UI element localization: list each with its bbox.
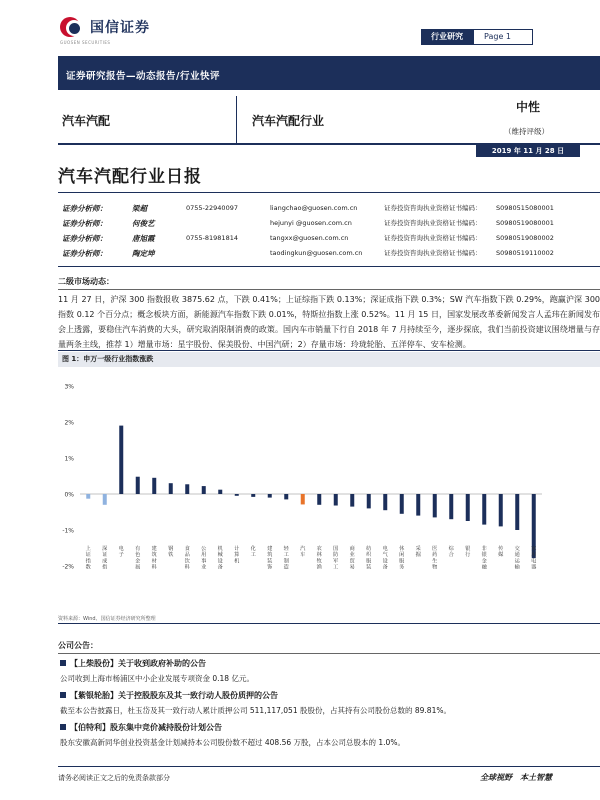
analyst-email[interactable]: hejunyi @guosen.com.cn bbox=[270, 219, 352, 227]
x-tick-label: 汽车 bbox=[300, 546, 306, 559]
x-tick-label: 采掘 bbox=[415, 546, 421, 559]
announcement-item bbox=[58, 720, 600, 750]
x-tick-label: 计算机 bbox=[234, 546, 240, 565]
cert-number: S0980519080001 bbox=[496, 219, 554, 227]
chart-bar bbox=[103, 494, 107, 505]
x-tick-label: 电气设备 bbox=[382, 546, 388, 571]
announcement-head-text: 【紫银轮胎】关于控股股东及其一致行动人股份质押的公告 bbox=[70, 691, 278, 700]
analyst-role: 证券分析师： bbox=[62, 204, 107, 213]
analyst-row bbox=[62, 246, 600, 261]
x-tick-label: 建筑装饰 bbox=[267, 546, 273, 571]
x-tick-label: 商业贸易 bbox=[349, 546, 355, 571]
cert-number: S0980515080001 bbox=[496, 204, 554, 212]
analyst-phone: 0755-81981814 bbox=[186, 234, 238, 242]
analyst-row bbox=[62, 231, 600, 246]
x-tick-label: 食品饮料 bbox=[184, 546, 190, 571]
title-rule bbox=[58, 192, 600, 193]
analyst-name: 梁超 bbox=[132, 204, 147, 213]
x-tick-label: 纺织服装 bbox=[366, 546, 372, 571]
chart-bar bbox=[185, 484, 189, 494]
analyst-name: 陶定坤 bbox=[132, 249, 155, 258]
chart-bar bbox=[251, 494, 255, 497]
announcement-head bbox=[58, 720, 600, 735]
figure-source: 资料来源：Wind、国信证券经济研究所整理 bbox=[58, 616, 156, 622]
x-tick-label: 传媒 bbox=[498, 546, 504, 559]
chart-bar bbox=[449, 494, 453, 519]
x-tick-label: 建筑材料 bbox=[151, 546, 157, 571]
logo-icon bbox=[58, 14, 84, 40]
y-tick-label: 2% bbox=[64, 419, 74, 427]
x-tick-label: 机械设备 bbox=[217, 546, 223, 571]
x-tick-label: 非银金融 bbox=[481, 546, 487, 571]
x-tick-label: 有色金属 bbox=[135, 546, 141, 571]
chart-bar bbox=[86, 494, 90, 499]
header-divider bbox=[236, 96, 237, 144]
report-category-band bbox=[58, 56, 600, 90]
x-tick-label: 电子 bbox=[118, 546, 124, 559]
chart-bar bbox=[169, 483, 173, 494]
announcement-item bbox=[58, 656, 600, 686]
report-type-label: 行业研究 bbox=[421, 29, 473, 45]
analyst-email[interactable]: taodingkun@guosen.com.cn bbox=[270, 249, 363, 257]
announcement-body: 截至本公告披露日，杜玉岱及其一致行动人累计质押公司 511,117,051 股股份，占其持有公司股份总数的 89.81%。 bbox=[60, 706, 451, 715]
footer-disclaimer[interactable]: 请务必阅读正文之后的免责条款部分 bbox=[58, 774, 170, 782]
cert-number: S0980519080002 bbox=[496, 234, 554, 242]
analyst-name: 唐旭霞 bbox=[132, 234, 155, 243]
sector-label: 汽车汽配 bbox=[62, 114, 111, 128]
report-category-text: 证券研究报告—动态报告/行业快评 bbox=[66, 71, 220, 82]
bullet-square-icon bbox=[60, 724, 66, 730]
x-tick-label: 国防军工 bbox=[333, 546, 339, 571]
analyst-row bbox=[62, 216, 600, 231]
analyst-phone: 0755-22940097 bbox=[186, 204, 238, 212]
chart-bar bbox=[416, 494, 420, 516]
footer-slogan: 全球视野 本土智慧 bbox=[480, 773, 552, 782]
report-type-tag bbox=[421, 29, 533, 45]
cert-label: 证券投资咨询执业资格证书编码： bbox=[384, 234, 482, 242]
announcements-title: 公司公告： bbox=[58, 641, 98, 650]
y-tick-label: 3% bbox=[64, 383, 74, 391]
market-paragraph: 11 月 27 日，沪深 300 指数报收 3875.62 点，下跌 0.41%；上证综指下跌 0.13%；深证成指下跌 0.3%；SW 汽车指数下跌 0.29%，跑赢沪深 300 指数 0.12 个百分点；概念板块方面，新能源汽车指数下跌 0.01%，特斯拉指数上涨 0.52%。11 月 15 日，国家发展改革委新闻发言人孟玮在新闻发布会上透露，要稳住汽车消费的大头，研究取消限制消费的政策。国内车市销量下行自 2018 年 7 月持续至今，逐步探底，我们当前投资建议围绕增量与存量两条主线，推荐 1）增量市场：星宇股份、保美股份、中国汽研；2）存量市场：玲珑轮胎、五洋停车、安车检测。 bbox=[58, 295, 600, 349]
figure-title: 图 1：申万一级行业指数涨跌 bbox=[58, 352, 600, 367]
chart-bar bbox=[482, 494, 486, 525]
analyst-rule bbox=[58, 266, 600, 267]
analyst-name: 何俊艺 bbox=[132, 219, 155, 228]
x-tick-label: 农林牧渔 bbox=[316, 546, 322, 571]
cert-label: 证券投资咨询执业资格证书编码： bbox=[384, 204, 482, 212]
x-tick-label: 轻工制造 bbox=[283, 546, 289, 571]
chart-bar bbox=[433, 494, 437, 517]
chart-bar bbox=[317, 494, 321, 505]
analyst-list bbox=[62, 201, 600, 261]
chart-bar bbox=[367, 494, 371, 508]
market-section-title: 二级市场动态： bbox=[58, 277, 114, 286]
y-tick-label: 1% bbox=[64, 455, 74, 463]
announcement-item bbox=[58, 688, 600, 718]
x-tick-label: 交通运输 bbox=[514, 546, 520, 571]
y-tick-label: -2% bbox=[62, 563, 74, 571]
bullet-square-icon bbox=[60, 660, 66, 666]
x-tick-label: 公用事业 bbox=[201, 546, 207, 571]
chart-bar bbox=[152, 478, 156, 494]
chart-bar bbox=[350, 494, 354, 507]
x-tick-label: 化工 bbox=[250, 546, 256, 559]
chart-bar bbox=[136, 477, 140, 494]
rating-note: （维持评级） bbox=[504, 127, 549, 136]
cert-number: S0980519110002 bbox=[496, 249, 554, 257]
chart-bar bbox=[515, 494, 519, 530]
report-header-row bbox=[58, 96, 600, 144]
chart-bar bbox=[119, 426, 123, 494]
chart-bar bbox=[466, 494, 470, 521]
chart-bar bbox=[499, 494, 503, 526]
analyst-row bbox=[62, 201, 600, 216]
page-title: 汽车汽配行业日报 bbox=[58, 167, 202, 187]
analyst-role: 证券分析师： bbox=[62, 219, 107, 228]
announcements-rule bbox=[58, 653, 600, 654]
chart-bar bbox=[202, 486, 206, 494]
announcement-head-text: 【上柴股份】关于收到政府补助的公告 bbox=[70, 659, 206, 668]
x-tick-label: 银行 bbox=[465, 546, 471, 559]
announcement-body: 股东安徽高新同华创业投资基金计划减持本公司股份数不超过 408.56 万股，占本公司总股本的 1.0%。 bbox=[60, 738, 405, 747]
logo-text: 国信证券 bbox=[90, 20, 150, 36]
industry-label: 汽车汽配行业 bbox=[252, 114, 325, 128]
market-rule bbox=[58, 289, 600, 290]
x-tick-label: 钢铁 bbox=[168, 546, 174, 559]
x-tick-label: 上证指数 bbox=[85, 546, 91, 571]
announcement-head bbox=[58, 656, 600, 671]
footer-rule bbox=[58, 766, 600, 767]
chart-bar bbox=[235, 494, 239, 496]
report-date: 2019 年 11 月 28 日 bbox=[476, 145, 580, 157]
analyst-email[interactable]: tangxx@guosen.com.cn bbox=[270, 234, 349, 242]
x-tick-label: 综合 bbox=[448, 546, 454, 559]
chart-bar bbox=[334, 494, 338, 506]
x-tick-label: 休闲服务 bbox=[399, 546, 405, 571]
chart-bar bbox=[218, 490, 222, 494]
cert-label: 证券投资咨询执业资格证书编码： bbox=[384, 249, 482, 257]
chart-bar bbox=[284, 494, 288, 499]
analyst-role: 证券分析师： bbox=[62, 234, 107, 243]
logo-subtitle: GUOSEN SECURITIES bbox=[60, 40, 111, 45]
chart-bar bbox=[268, 494, 272, 498]
announcement-head bbox=[58, 688, 600, 703]
x-tick-label: 深证成指 bbox=[102, 546, 108, 571]
cert-label: 证券投资咨询执业资格证书编码： bbox=[384, 219, 482, 227]
x-tick-label: 家用电器 bbox=[531, 546, 537, 571]
y-tick-label: -1% bbox=[62, 527, 74, 535]
y-tick-label: 0% bbox=[64, 491, 74, 499]
bullet-square-icon bbox=[60, 692, 66, 698]
analyst-email[interactable]: liangchao@guosen.com.cn bbox=[270, 204, 358, 212]
chart-bar bbox=[383, 494, 387, 510]
rating-label: 中性 bbox=[516, 100, 541, 114]
x-tick-label: 医药生物 bbox=[432, 546, 438, 571]
company-logo bbox=[58, 12, 150, 42]
chart-bar bbox=[301, 494, 305, 504]
page-number: Page 1 bbox=[473, 29, 533, 45]
announcement-body: 公司收到上海市杨浦区中小企业发展专项资金 0.18 亿元。 bbox=[60, 674, 254, 683]
chart-bar bbox=[400, 494, 404, 514]
announcement-head-text: 【伯特利】股东集中竞价减持股份计划公告 bbox=[70, 723, 222, 732]
industry-index-chart bbox=[58, 372, 600, 612]
analyst-role: 证券分析师： bbox=[62, 249, 107, 258]
